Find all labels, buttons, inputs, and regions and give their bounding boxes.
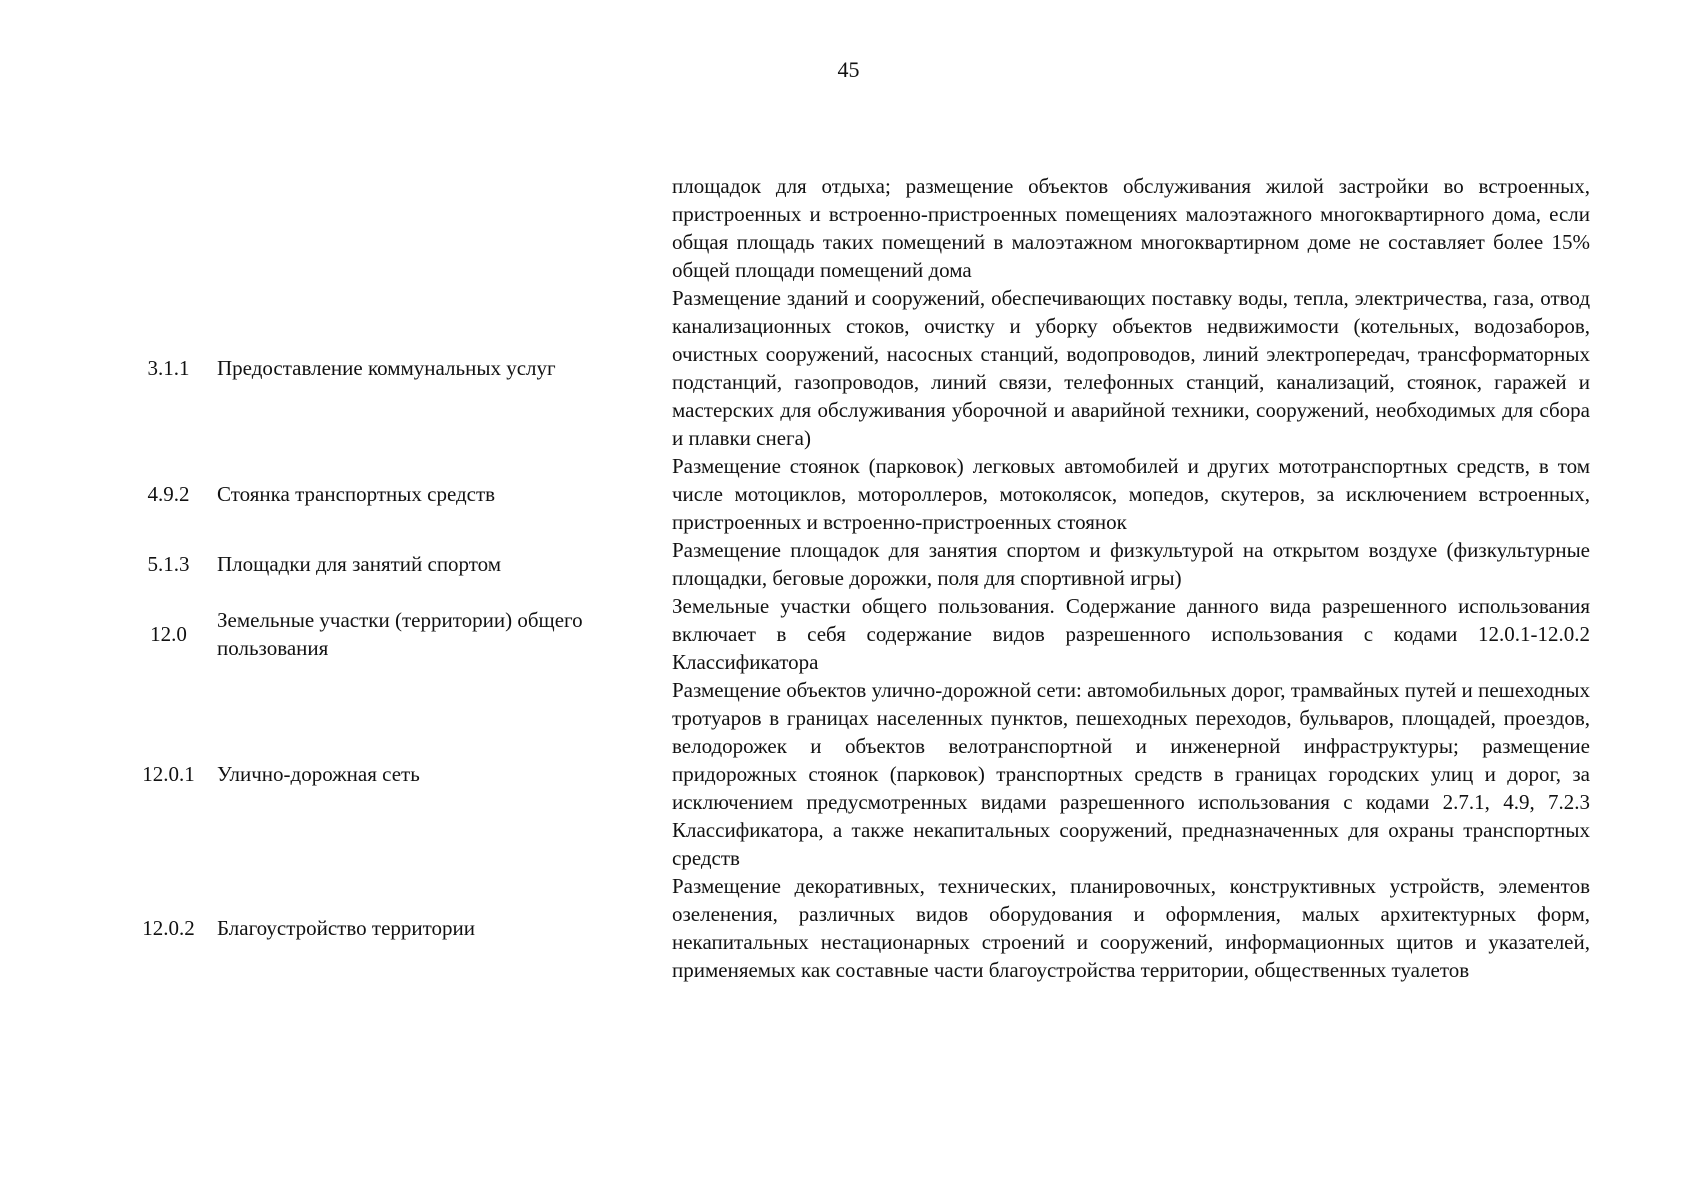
table-row [120,536,1590,592]
table-row [120,872,1590,984]
row-description: Земельные участки общего пользования. Содержание данного вида разрешенного использования включает в себя содержание видов разрешенного использования с кодами 12.0.1-12.0.2 Классификатора [672,594,1590,674]
row-description: Размещение площадок для занятия спортом и физкультурой на открытом воздухе (физкультурные площадки, беговые дорожки, поля для спортивной игры) [672,538,1590,590]
row-name: Площадки для занятий спортом [217,552,502,576]
row-code: 12.0.1 [142,762,195,786]
row-description: Размещение стоянок (парковок) легковых автомобилей и других мототранспортных средств, в том числе мотоциклов, мотороллеров, мотоколясок, мопедов, скутеров, за исключением встроенных, пристроенных и встроенно-пристроенных стоянок [672,454,1590,534]
row-description: Размещение объектов улично-дорожной сети: автомобильных дорог, трамвайных путей и пешеходных тротуаров в границах населенных пунктов, пешеходных переходов, бульваров, площадей, проездов, велодорожек и объектов велотранспортной и инженерной инфраструктуры; размещение придорожных стоянок (парковок) транспортных средств в границах городских улиц и дорог, за исключением предусмотренных видами разрешенного использования с кодами 2.7.1, 4.9, 7.2.3 Классификатора, а также некапитальных сооружений, предназначенных для охраны транспортных средств [672,678,1590,870]
row-description: Размещение зданий и сооружений, обеспечивающих поставку воды, тепла, электричества, газа, отвод канализационных стоков, очистку и уборку объектов недвижимости (котельных, водозаборов, очистных сооружений, насосных станций, водопроводов, линий электропередач, трансформаторных подстанций, газопроводов, линий связи, телефонных станций, канализаций, стоянок, гаражей и мастерских для обслуживания уборочной и аварийной техники, сооружений, необходимых для сбора и плавки снега) [672,286,1590,450]
row-name: Стоянка транспортных средств [217,482,496,506]
row-code: 5.1.3 [147,552,190,576]
table-row [120,676,1590,872]
row-name: Предоставление коммунальных услуг [217,356,556,380]
row-code: 3.1.1 [147,356,190,380]
table-row [120,592,1590,676]
row-description: Размещение декоративных, технических, планировочных, конструктивных устройств, элементов озеленения, различных видов оборудования и оформления, малых архитектурных форм, некапитальных нестационарных строений и сооружений, информационных щитов и указателей, применяемых как составные части благоустройства территории, общественных туалетов [672,874,1590,982]
page-number: 45 [837,57,860,82]
land-use-table [120,172,1590,984]
table-row [120,284,1590,452]
table-row [120,452,1590,536]
row-code: 12.0 [150,622,187,646]
row-name: Благоустройство территории [217,916,475,940]
row-name: Улично-дорожная сеть [217,762,420,786]
table-row [120,172,1590,284]
row-name: Земельные участки (территории) общего пользования [217,608,583,660]
row-code: 4.9.2 [147,482,190,506]
row-description: площадок для отдыха; размещение объектов обслуживания жилой застройки во встроенных, пристроенных и встроенно-пристроенных помещениях малоэтажного многоквартирного дома, если общая площадь таких помещений в малоэтажном многоквартирном доме не составляет более 15% общей площади помещений дома [672,174,1590,282]
row-code: 12.0.2 [142,916,195,940]
